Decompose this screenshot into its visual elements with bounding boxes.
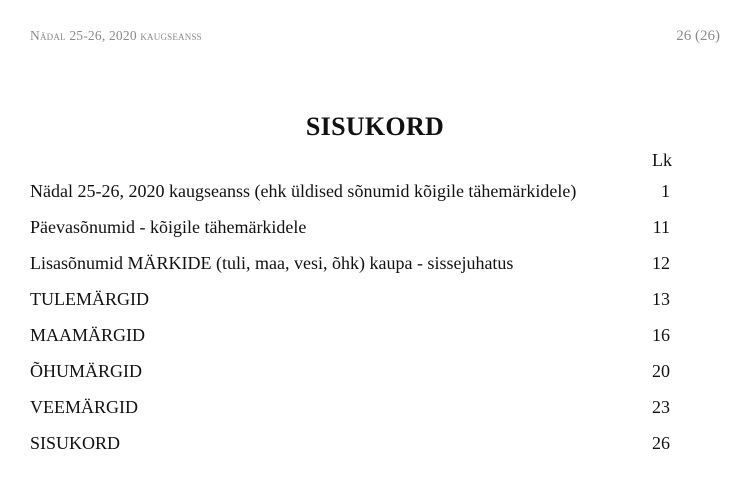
toc-entry-title: Lisasõnumid MÄRKIDE (tuli, maa, vesi, õhk) kaupa - sissejuhatus bbox=[30, 253, 514, 273]
toc-entry-page: 23 bbox=[652, 397, 670, 417]
toc-entry-page: 13 bbox=[652, 289, 670, 309]
toc-entry[interactable] bbox=[30, 212, 670, 248]
page-number: 26 (26) bbox=[676, 28, 720, 44]
toc-entry[interactable] bbox=[30, 392, 670, 428]
toc-entry[interactable] bbox=[30, 284, 670, 320]
toc-entry[interactable] bbox=[30, 356, 670, 392]
toc-entry-title: VEEMÄRGID bbox=[30, 397, 138, 417]
toc-entry-page: 11 bbox=[652, 217, 670, 237]
toc-entry-title: ÕHUMÄRGID bbox=[30, 361, 142, 381]
toc-entry-title: Nädal 25-26, 2020 kaugseanss (ehk üldised sõnumid kõigile tähemärkidele) bbox=[30, 181, 577, 201]
toc-entry-page: 26 bbox=[652, 433, 670, 453]
running-header bbox=[30, 28, 202, 44]
toc-entry[interactable] bbox=[30, 428, 670, 464]
toc-title: SISUKORD bbox=[305, 112, 445, 141]
toc-entry-title: Päevasõnumid - kõigile tähemärkidele bbox=[30, 217, 307, 237]
toc-entry[interactable] bbox=[30, 176, 670, 212]
toc-entry[interactable] bbox=[30, 248, 670, 284]
toc-entry-page: 20 bbox=[652, 361, 670, 381]
toc-entry-page: 12 bbox=[652, 253, 670, 273]
toc-list bbox=[30, 176, 670, 464]
toc-entry-page: 16 bbox=[652, 325, 670, 345]
toc-entry[interactable] bbox=[30, 320, 670, 356]
toc-entry-title: MAAMÄRGID bbox=[30, 325, 146, 345]
running-header-title: Nädal 25-26, 2020 kaugseanss bbox=[30, 28, 202, 43]
page-column-header: Lk bbox=[652, 150, 672, 170]
toc-entry-page: 1 bbox=[661, 181, 670, 201]
toc-entry-title: TULEMÄRGID bbox=[30, 289, 149, 309]
toc-entry-title: SISUKORD bbox=[30, 433, 121, 453]
